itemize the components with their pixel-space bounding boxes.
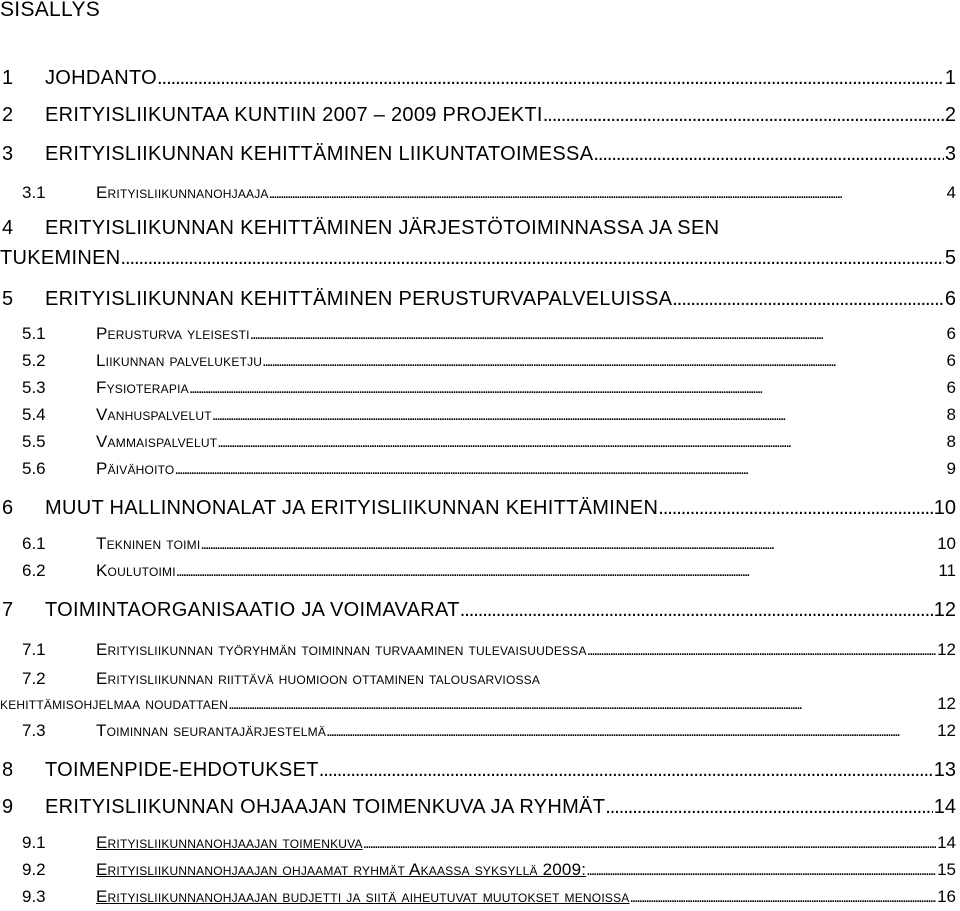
toc-page: 6 [946,351,956,370]
toc-label-continued: kehittämisohjelmaa noudattaen [0,694,229,713]
toc-label: JOHDANTO [45,67,158,89]
dot-leader [672,286,944,312]
toc-label: Tekninen toimi [96,534,201,553]
dot-leader [174,459,945,480]
toc-label: Erityisliikunnanohjaaja [96,183,269,202]
toc-page: 15 [937,860,956,879]
dot-leader [326,721,936,742]
toc-entry-5-1[interactable] [0,323,956,345]
toc-entry-5-2[interactable] [0,350,956,372]
toc-label: Päivähoito [96,459,175,478]
toc-entry-1[interactable] [0,65,956,91]
toc-page: 10 [933,497,956,519]
toc-label-continued: TUKEMINEN [0,247,121,269]
toc-label: TOIMENPIDE-EHDOTUKSET [45,759,319,781]
toc-entry-9-3[interactable] [0,886,956,908]
dot-leader [587,640,936,661]
toc-number: 5.5 [22,432,46,451]
toc-entry-7-3[interactable] [0,720,956,742]
toc-label: Vanhuspalvelut [96,405,212,424]
toc-page: 12 [937,721,956,740]
toc-label: ERITYISLIIKUNNAN KEHITTÄMINEN JÄRJESTÖTOIMINNASSA JA SEN [45,217,720,239]
toc-number: 5.2 [22,351,46,370]
toc-entry-4-line2[interactable] [0,245,956,271]
toc-page: 5 [944,247,956,269]
toc-label: Erityisliikunnanohjaajan toimenkuva [96,833,363,852]
dot-leader [250,324,946,345]
dot-leader [176,561,938,582]
toc-page: 12 [937,694,956,713]
toc-number: 5.6 [22,459,46,478]
toc-number: 1 [2,67,14,89]
toc-page: 8 [946,405,956,424]
toc-page: 2 [944,104,956,126]
dot-leader [212,405,946,426]
toc-label: Perusturva yleisesti [96,324,250,343]
toc-entry-7-1[interactable] [0,639,956,661]
toc-page: 9 [946,459,956,478]
toc-label: Vammaispalvelut [96,432,218,451]
toc-number: 7.3 [22,721,46,740]
toc-number: 9.1 [22,833,46,852]
toc-number: 7.1 [22,640,46,659]
toc-page: 1 [944,67,956,89]
toc-entry-6-2[interactable] [0,560,956,582]
toc-page: 12 [933,599,956,621]
toc-page: 10 [937,534,956,553]
toc-entry-7-2-line1[interactable] [0,668,956,690]
toc-entry-5-6[interactable] [0,458,956,480]
toc-entry-5[interactable] [0,286,956,312]
dot-leader [157,65,944,91]
dot-leader [217,432,945,453]
dot-leader [262,351,945,372]
toc-label: Liikunnan palveluketju [96,351,263,370]
toc-page: 8 [946,432,956,451]
toc-number: 3.1 [22,183,46,202]
dot-leader [629,887,936,908]
toc-entry-2[interactable] [0,102,956,128]
toc-label: Erityisliikunnan työryhmän toiminnan turvaaminen tulevaisuudessa [96,640,587,659]
toc-number: 5.3 [22,378,46,397]
toc-number: 2 [2,104,14,126]
toc-number: 6 [2,497,14,519]
toc-page: 3 [944,143,956,165]
toc-label: ERITYISLIIKUNNAN KEHITTÄMINEN LIIKUNTATOIMESSA [45,143,594,165]
dot-leader [363,833,936,854]
dot-leader [200,534,936,555]
toc-entry-3-1[interactable] [0,182,956,204]
toc-label: ERITYISLIIKUNNAN KEHITTÄMINEN PERUSTURVAPALVELUISSA [45,288,673,310]
toc-number: 6.2 [22,561,46,580]
toc-label: Toiminnan seurantajärjestelmä [96,721,327,740]
dot-leader [658,495,933,521]
toc-number: 7.2 [22,669,46,688]
dot-leader [593,141,944,167]
toc-number: 9.2 [22,860,46,879]
toc-page: 11 [938,561,956,580]
toc-number: 4 [2,217,14,239]
toc-label: Erityisliikunnanohjaajan budjetti ja siitä aiheutuvat muutokset menoissa [96,887,630,906]
toc-heading: SISÄLLYS [0,0,101,21]
toc-label: Fysioterapia [96,378,189,397]
toc-label: Koulutoimi [96,561,176,580]
toc-page: 16 [937,887,956,906]
dot-leader [586,860,936,881]
toc-entry-6[interactable] [0,495,956,521]
toc-entry-9-2[interactable] [0,859,956,881]
toc-entry-7[interactable] [0,597,956,623]
toc-label: MUUT HALLINNONALAT JA ERITYISLIIKUNNAN KEHITTÄMINEN [45,497,659,519]
toc-number: 5.1 [22,324,46,343]
toc-entry-9[interactable] [0,794,956,820]
toc-number: 3 [2,143,14,165]
toc-label: Erityisliikunnanohjaajan ohjaamat ryhmät Akaassa syksyllä 2009: [96,860,587,879]
toc-page: 6 [944,288,956,310]
toc-number: 5.4 [22,405,46,424]
dot-leader [319,757,933,783]
toc-page: 12 [937,640,956,659]
toc-label: TOIMINTAORGANISAATIO JA VOIMAVARAT [45,599,460,621]
toc-entry-7-2-line2[interactable] [0,693,956,715]
toc-entry-5-5[interactable] [0,431,956,453]
toc-label: ERITYISLIIKUNTAA KUNTIIN 2007 – 2009 PROJEKTI [45,104,543,126]
toc-label: ERITYISLIIKUNNAN OHJAAJAN TOIMENKUVA JA RYHMÄT [45,796,606,818]
dot-leader [189,378,946,399]
toc-page: 14 [933,796,956,818]
toc-page: 4 [946,183,956,202]
toc-number: 9 [2,796,14,818]
toc-page: 14 [937,833,956,852]
dot-leader [605,794,933,820]
toc-number: 7 [2,599,14,621]
toc-page: 6 [946,378,956,397]
toc-number: 5 [2,288,14,310]
toc-entry-5-4[interactable] [0,404,956,426]
toc-number: 8 [2,759,14,781]
toc-label: Erityisliikunnan riittävä huomioon ottaminen talousarviossa [96,669,541,688]
dot-leader [543,102,944,128]
toc-number: 6.1 [22,534,46,553]
toc-page: 13 [933,759,956,781]
dot-leader [269,183,946,204]
toc-entry-6-1[interactable] [0,533,956,555]
toc-page: 6 [946,324,956,343]
toc-number: 9.3 [22,887,46,906]
toc-entry-4-line1[interactable] [0,215,956,241]
dot-leader [460,597,933,623]
toc-entry-5-3[interactable] [0,377,956,399]
dot-leader [228,694,936,715]
toc-entry-3[interactable] [0,141,956,167]
dot-leader [120,245,943,271]
toc-entry-8[interactable] [0,757,956,783]
toc-entry-9-1[interactable] [0,832,956,854]
